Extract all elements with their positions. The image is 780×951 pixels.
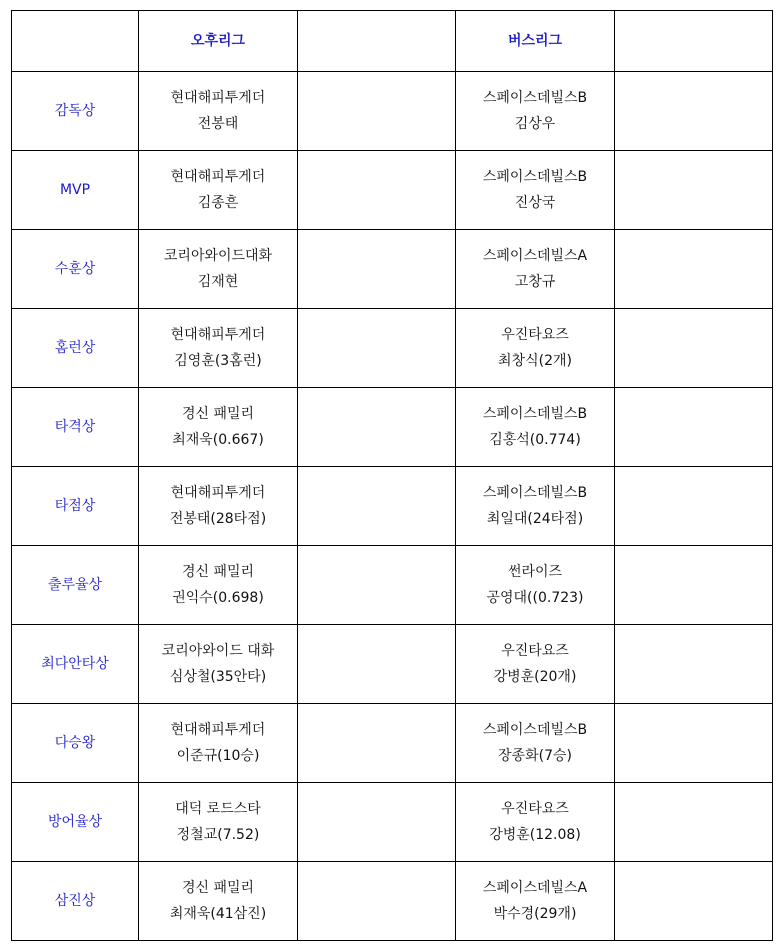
afternoon-winner-cell	[139, 704, 298, 783]
empty-cell	[615, 467, 773, 546]
player-name: 최재욱(0.667)	[172, 432, 264, 448]
empty-cell	[615, 151, 773, 230]
empty-cell	[615, 309, 773, 388]
team-name: 현대해피투게더	[170, 90, 266, 106]
bus-winner-cell	[456, 309, 615, 388]
award-name-cell: 타격상	[12, 388, 139, 467]
afternoon-winner-cell	[139, 783, 298, 862]
empty-cell	[615, 72, 773, 151]
header-empty-cell	[298, 11, 456, 72]
bus-winner-cell	[456, 388, 615, 467]
award-name-cell: 출루율상	[12, 546, 139, 625]
team-name: 현대해피투게더	[170, 722, 266, 738]
empty-cell	[615, 783, 773, 862]
header-empty-cell	[615, 11, 773, 72]
afternoon-winner-cell	[139, 309, 298, 388]
bus-winner-cell	[456, 783, 615, 862]
award-name-cell: 홈런상	[12, 309, 139, 388]
table-row	[12, 783, 773, 862]
player-name: 김영훈(3홈런)	[174, 353, 262, 369]
player-name: 최일대(24타점)	[486, 511, 584, 527]
team-name: 현대해피투게더	[170, 169, 266, 185]
award-name-cell: MVP	[12, 151, 139, 230]
player-name: 권익수(0.698)	[172, 590, 264, 606]
team-name: 현대해피투게더	[170, 327, 266, 343]
player-name: 심상철(35안타)	[169, 669, 267, 685]
team-name: 경신 패밀리	[181, 564, 255, 580]
empty-cell	[298, 704, 456, 783]
table-row	[12, 309, 773, 388]
header-bus-league: 버스리그	[456, 11, 615, 72]
empty-cell	[298, 72, 456, 151]
player-name: 전봉태(28타점)	[169, 511, 267, 527]
player-name: 장종화(7승)	[498, 748, 572, 764]
bus-winner-cell	[456, 467, 615, 546]
player-name: 김홍석(0.774)	[489, 432, 581, 448]
player-name: 김재현	[197, 274, 239, 290]
table-row	[12, 625, 773, 704]
team-name: 스페이스데빌스B	[482, 722, 588, 738]
table-row	[12, 151, 773, 230]
team-name: 경신 패밀리	[181, 406, 255, 422]
player-name: 전봉태	[197, 116, 239, 132]
player-name: 박수경(29개)	[493, 906, 577, 922]
afternoon-winner-cell	[139, 151, 298, 230]
bus-winner-cell	[456, 230, 615, 309]
team-name: 우진타요즈	[501, 801, 569, 817]
empty-cell	[615, 862, 773, 941]
bus-winner-cell	[456, 546, 615, 625]
table-row	[12, 388, 773, 467]
empty-cell	[615, 388, 773, 467]
afternoon-winner-cell	[139, 546, 298, 625]
table-header-row	[12, 11, 773, 72]
empty-cell	[298, 230, 456, 309]
player-name: 최창식(2개)	[498, 353, 572, 369]
player-name: 고창규	[514, 274, 556, 290]
table-row	[12, 862, 773, 941]
team-name: 경신 패밀리	[181, 880, 255, 896]
team-name: 썬라이즈	[507, 564, 563, 580]
bus-winner-cell	[456, 72, 615, 151]
bus-winner-cell	[456, 862, 615, 941]
award-name-cell: 삼진상	[12, 862, 139, 941]
bus-winner-cell	[456, 625, 615, 704]
award-name-cell: 방어율상	[12, 783, 139, 862]
empty-cell	[615, 230, 773, 309]
empty-cell	[615, 704, 773, 783]
table-row	[12, 230, 773, 309]
team-name: 스페이스데빌스B	[482, 406, 588, 422]
team-name: 코리아와이드대화	[163, 248, 273, 264]
table-row	[12, 704, 773, 783]
player-name: 최재욱(41삼진)	[169, 906, 267, 922]
empty-cell	[615, 625, 773, 704]
award-name-cell: 감독상	[12, 72, 139, 151]
award-name-cell: 수훈상	[12, 230, 139, 309]
award-name-cell: 다승왕	[12, 704, 139, 783]
bus-winner-cell	[456, 151, 615, 230]
team-name: 현대해피투게더	[170, 485, 266, 501]
player-name: 강병훈(20개)	[493, 669, 577, 685]
team-name: 우진타요즈	[501, 327, 569, 343]
empty-cell	[298, 783, 456, 862]
empty-cell	[298, 625, 456, 704]
player-name: 김종흔	[197, 195, 239, 211]
empty-cell	[298, 862, 456, 941]
award-name-cell: 타점상	[12, 467, 139, 546]
empty-cell	[298, 151, 456, 230]
afternoon-winner-cell	[139, 862, 298, 941]
awards-table	[11, 10, 773, 941]
empty-cell	[298, 388, 456, 467]
team-name: 스페이스데빌스B	[482, 485, 588, 501]
header-empty-cell	[12, 11, 139, 72]
player-name: 공영대((0.723)	[486, 590, 584, 606]
empty-cell	[615, 546, 773, 625]
player-name: 김상우	[514, 116, 556, 132]
award-name-cell: 최다안타상	[12, 625, 139, 704]
header-afternoon-league: 오후리그	[139, 11, 298, 72]
bus-winner-cell	[456, 704, 615, 783]
team-name: 스페이스데빌스A	[482, 880, 588, 896]
team-name: 코리아와이드 대화	[161, 643, 275, 659]
empty-cell	[298, 546, 456, 625]
afternoon-winner-cell	[139, 625, 298, 704]
empty-cell	[298, 309, 456, 388]
awards-table-body	[12, 11, 773, 941]
afternoon-winner-cell	[139, 388, 298, 467]
empty-cell	[298, 467, 456, 546]
player-name: 정철교(7.52)	[176, 827, 260, 843]
table-row	[12, 72, 773, 151]
team-name: 스페이스데빌스B	[482, 90, 588, 106]
table-row	[12, 546, 773, 625]
team-name: 우진타요즈	[501, 643, 569, 659]
player-name: 이준규(10승)	[176, 748, 260, 764]
afternoon-winner-cell	[139, 467, 298, 546]
table-row	[12, 467, 773, 546]
team-name: 스페이스데빌스B	[482, 169, 588, 185]
afternoon-winner-cell	[139, 230, 298, 309]
team-name: 스페이스데빌스A	[482, 248, 588, 264]
player-name: 강병훈(12.08)	[489, 827, 581, 843]
player-name: 진상국	[514, 195, 556, 211]
team-name: 대덕 로드스타	[175, 801, 261, 817]
afternoon-winner-cell	[139, 72, 298, 151]
